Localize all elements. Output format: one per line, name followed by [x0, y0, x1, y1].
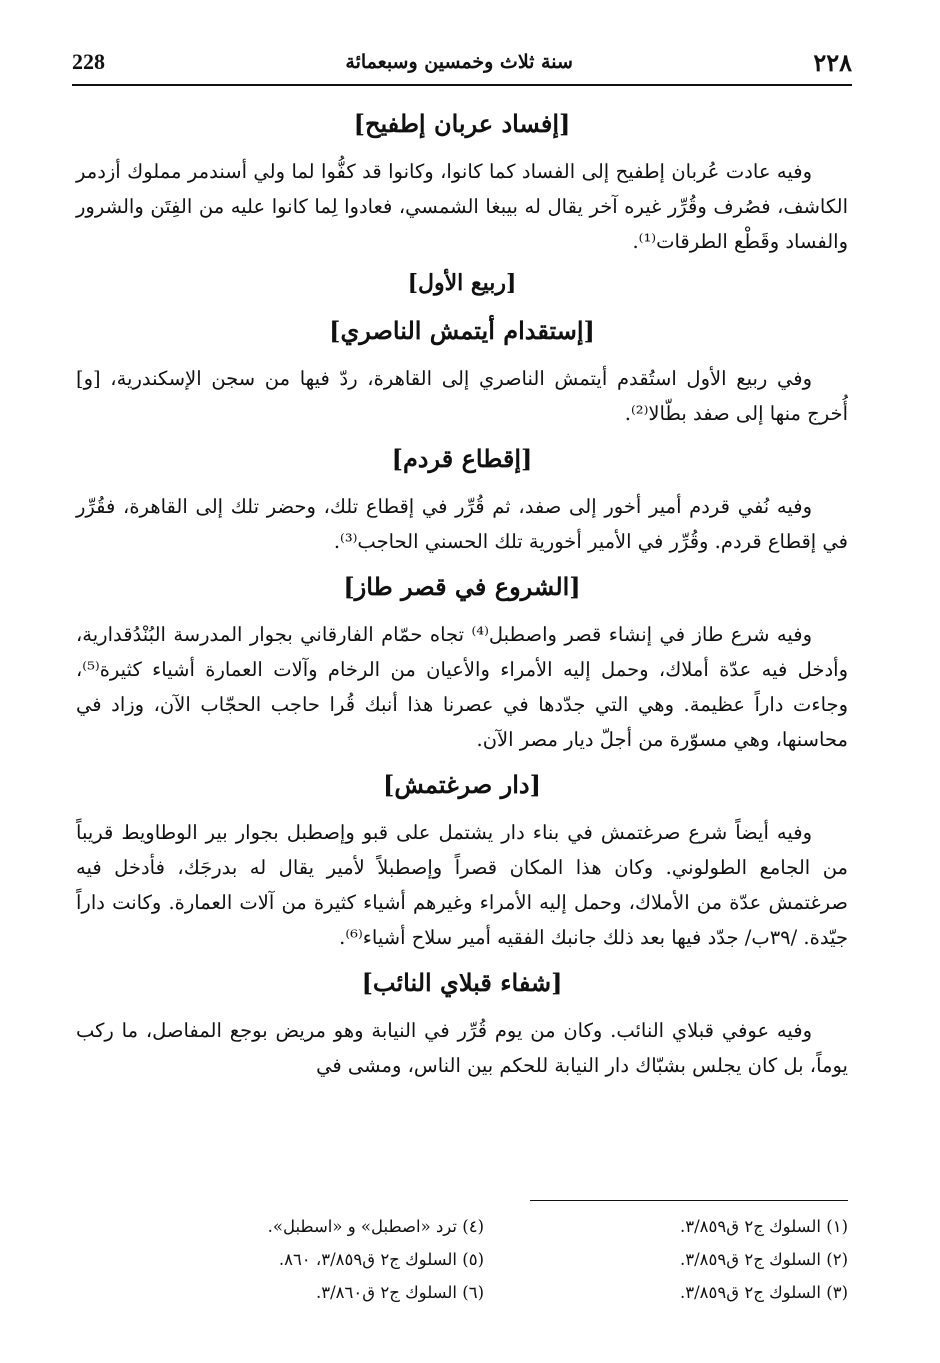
paragraph: وفيه نُفي قردم أمير أخور إلى صفد، ثم قُرِّر في إقطاع تلك، وحضر تلك إلى القاهرة، فقُرِّر في إقطاع قردم. وقُرِّر في الأمير أخورية تلك الحسني الحاجب⁽³⁾. [76, 495, 848, 553]
footnote-divider [530, 1200, 848, 1201]
running-title: سنة ثلاث وخمسين وسبعمائة [345, 51, 573, 73]
footnote: (٣) السلوك ج٢ ق٣/٨٥٩. [680, 1283, 848, 1302]
section-heading: [الشروع في قصر طاز] [343, 572, 581, 601]
footnote: (١) السلوك ج٢ ق٣/٨٥٩. [680, 1217, 848, 1236]
page-number-latin: 228 [72, 49, 105, 74]
paragraph: وفيه عادت عُربان إطفيح إلى الفساد كما كانوا، وكانوا قد كفُّوا لما ولي أسندمر مملوك أزدمر الكاشف، فصُرف وقُرِّر غيره آخر يقال له بيبغا الشمسي، فعادوا لِما كانوا عليه من الفِتَن والشرور والفساد وقَطْع الطرقات⁽¹⁾. [76, 160, 848, 253]
footnote: (٢) السلوك ج٢ ق٣/٨٥٩. [680, 1250, 848, 1269]
footnotes [120, 1210, 848, 1309]
paragraph: وفي ربيع الأول استُقدم أيتمش الناصري إلى القاهرة، ردّ فيها من سجن الإسكندرية، [و] أُخرج منها إلى صفد بطّالا⁽²⁾. [76, 367, 848, 425]
section-heading: [دار صرغتمش] [383, 770, 541, 799]
section-heading: [إقطاع قردم] [391, 444, 533, 473]
paragraph: وفيه عوفي قبلاي النائب. وكان من يوم قُرِّر في النيابة وهو مريض بوجع المفاصل، ما ركب يوماً، بل كان يجلس بشبّاك دار النيابة للحكم بين الناس، ومشى في [76, 1019, 848, 1077]
section-heading: [إفساد عربان إطفيح] [353, 109, 571, 138]
section-heading: [إستقدام أيتمش الناصري] [329, 316, 595, 345]
main-text [76, 96, 848, 1087]
section-heading: [ربيع الأول] [407, 270, 517, 296]
paragraph: وفيه شرع طاز في إنشاء قصر واصطبل⁽⁴⁾ تجاه حمّام الفارقاني بجوار المدرسة البُنْدُقدارية، وأدخل فيه عدّة أملاك، وحمل إليه الأمراء والأعيان من الرخام وآلات العمارة أشياء كثيرة⁽⁵⁾، وجاءت داراً عظيمة. وهي التي جدّدها في عصرنا هذا أنبك قُرا حاجب الحجّاب الآن، وزاد في محاسنها، وهي مسوّرة من أجلّ ديار مصر الآن. [76, 623, 848, 751]
page-header [72, 42, 852, 82]
footnote: (٤) ترد «اصطبل» و «اسطبل». [267, 1217, 484, 1236]
header-divider [72, 84, 852, 86]
footnote: (٥) السلوك ج٢ ق٣/٨٥٩، ٨٦٠. [278, 1250, 484, 1269]
page-number-arabic: ٢٢٨ [813, 47, 852, 77]
paragraph: وفيه أيضاً شرع صرغتمش في بناء دار يشتمل على قبو وإصطبل بجوار بير الوطاويط قريباً من الجامع الطولوني. وكان هذا المكان قصراً وإصطبلاً لأمير يقال له بدرجَك، فأدخل فيه صرغتمش عدّة من الأملاك، وحمل إليه الأمراء وغيرهم أشياء كثيرة من آلات العمارة. وكانت داراً جيّدة. /٣٩ب/ جدّد فيها بعد ذلك جانبك الفقيه أمير سلاح أشياء⁽⁶⁾. [76, 821, 848, 949]
footnote: (٦) السلوك ج٢ ق٣/٨٦٠. [316, 1283, 484, 1302]
section-heading: [شفاء قبلاي النائب] [361, 968, 563, 997]
